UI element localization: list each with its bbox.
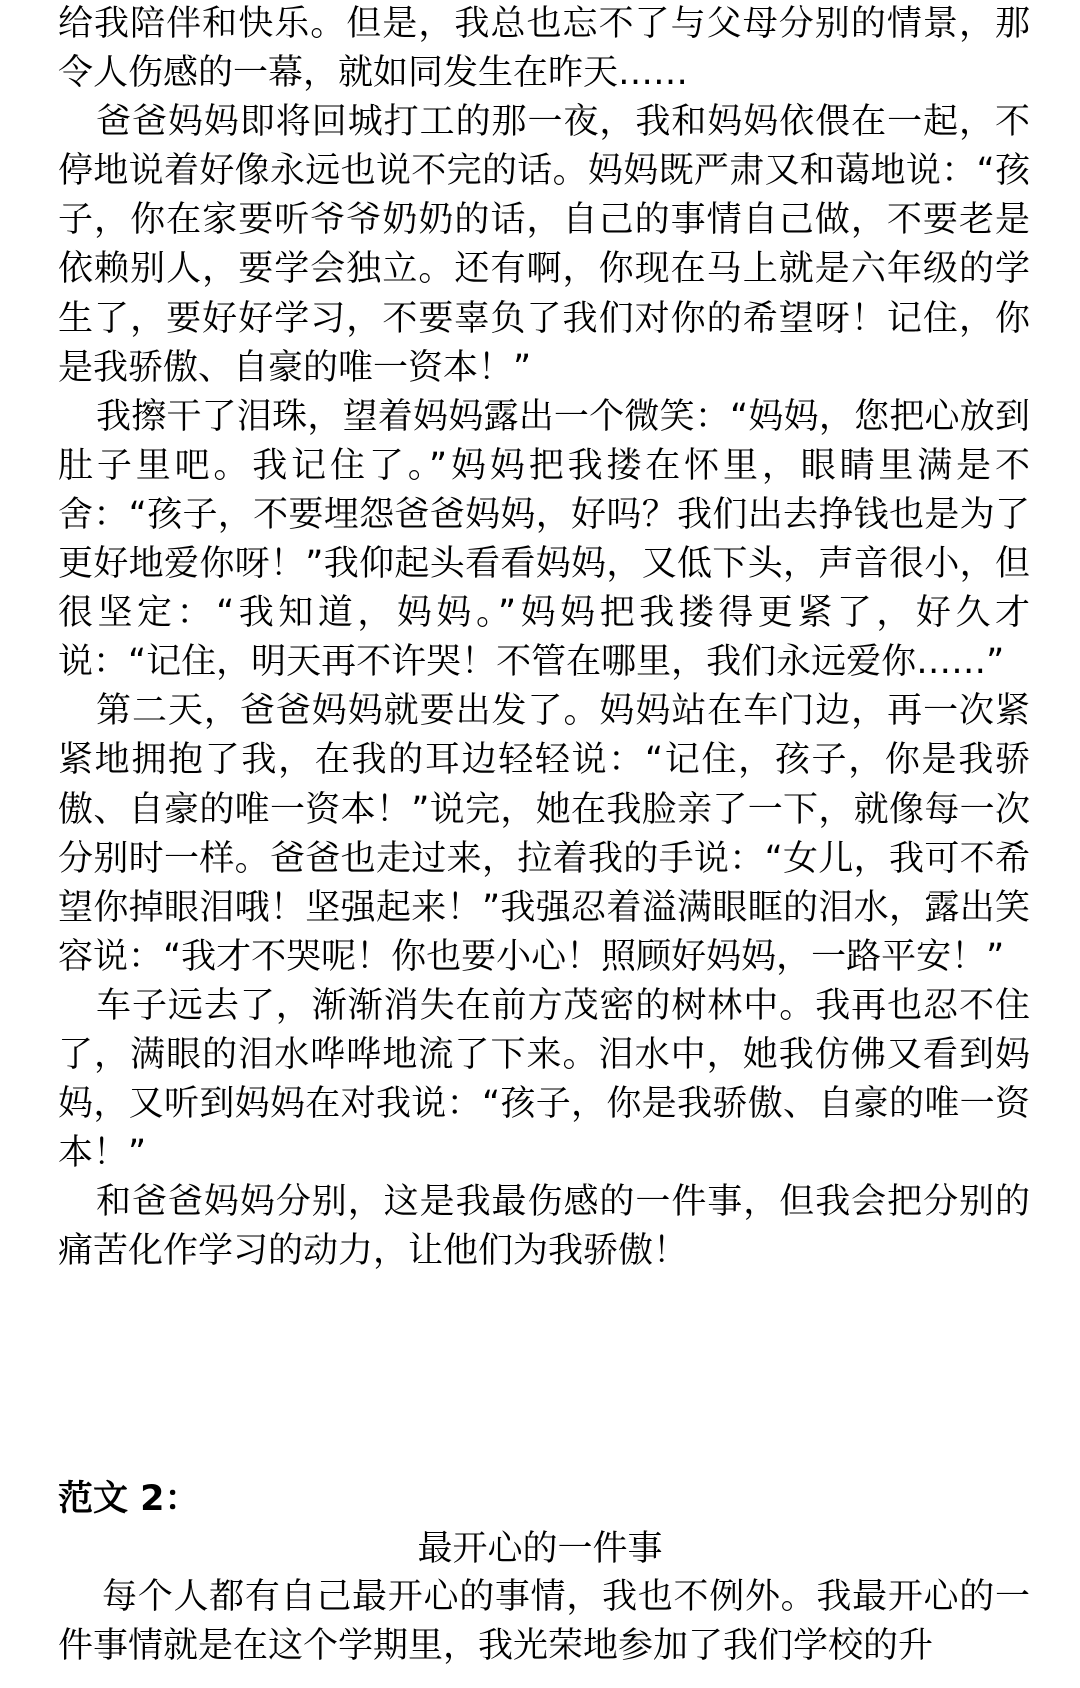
- paragraph: 爸爸妈妈即将回城打工的那一夜，我和妈妈依偎在一起，不停地说着好像永远也说不完的话。妈妈既严肃又和蔼地说：“孩子，你在家要听爷爷奶奶的话，自己的事情自己做，不要老是依赖别人，要学会独立。还有啊，你现在马上就是六年级的学生了，要好好学习，不要辜负了我们对你的希望呀！记住，你是我骄傲、自豪的唯一资本！”: [58, 102, 1030, 388]
- essay-2-body: [58, 1573, 1030, 1671]
- paragraph: 第二天，爸爸妈妈就要出发了。妈妈站在车门边，再一次紧紧地拥抱了我，在我的耳边轻轻说：“记住，孩子，你是我骄傲、自豪的唯一资本！”说完，她在我脸亲了一下，就像每一次分别时一样。爸爸也走过来，拉着我的手说：“女儿，我可不希望你掉眼泪哦！坚强起来！”我强忍着溢满眼眶的泪水，露出笑容说：“我才不哭呢！你也要小心！照顾好妈妈，一路平安！”: [58, 691, 1030, 977]
- essay-1-body: [58, 0, 1030, 1276]
- essay-title: 最开心的一件事: [417, 1529, 663, 1569]
- paragraph: 每个人都有自己最开心的事情，我也不例外。我最开心的一件事情就是在这个学期里，我光荣地参加了我们学校的升: [58, 1577, 1030, 1667]
- paragraph: 我擦干了泪珠，望着妈妈露出一个微笑：“妈妈，您把心放到肚子里吧。我记住了。”妈妈把我搂在怀里，眼睛里满是不舍：“孩子，不要埋怨爸爸妈妈，好吗？我们出去挣钱也是为了更好地爱你呀！”我仰起头看看妈妈，又低下头，声音很小，但很坚定：“我知道，妈妈。”妈妈把我搂得更紧了，好久才说：“记住，明天再不许哭！不管在哪里，我们永远爱你……”: [58, 396, 1030, 683]
- paragraph: 给我陪伴和快乐。但是，我总也忘不了与父母分别的情景，那令人伤感的一幕，就如同发生在昨天……: [58, 4, 1030, 94]
- paragraph: 和爸爸妈妈分别，这是我最伤感的一件事，但我会把分别的痛苦化作学习的动力，让他们为我骄傲！: [58, 1182, 1030, 1272]
- paragraph: 车子远去了，渐渐消失在前方茂密的树林中。我再也忍不住了，满眼的泪水哗哗地流了下来。泪水中，她我仿佛又看到妈妈，又听到妈妈在对我说：“孩子，你是我骄傲、自豪的唯一资本！”: [58, 985, 1030, 1174]
- section-label: 范文 2：: [58, 1479, 200, 1519]
